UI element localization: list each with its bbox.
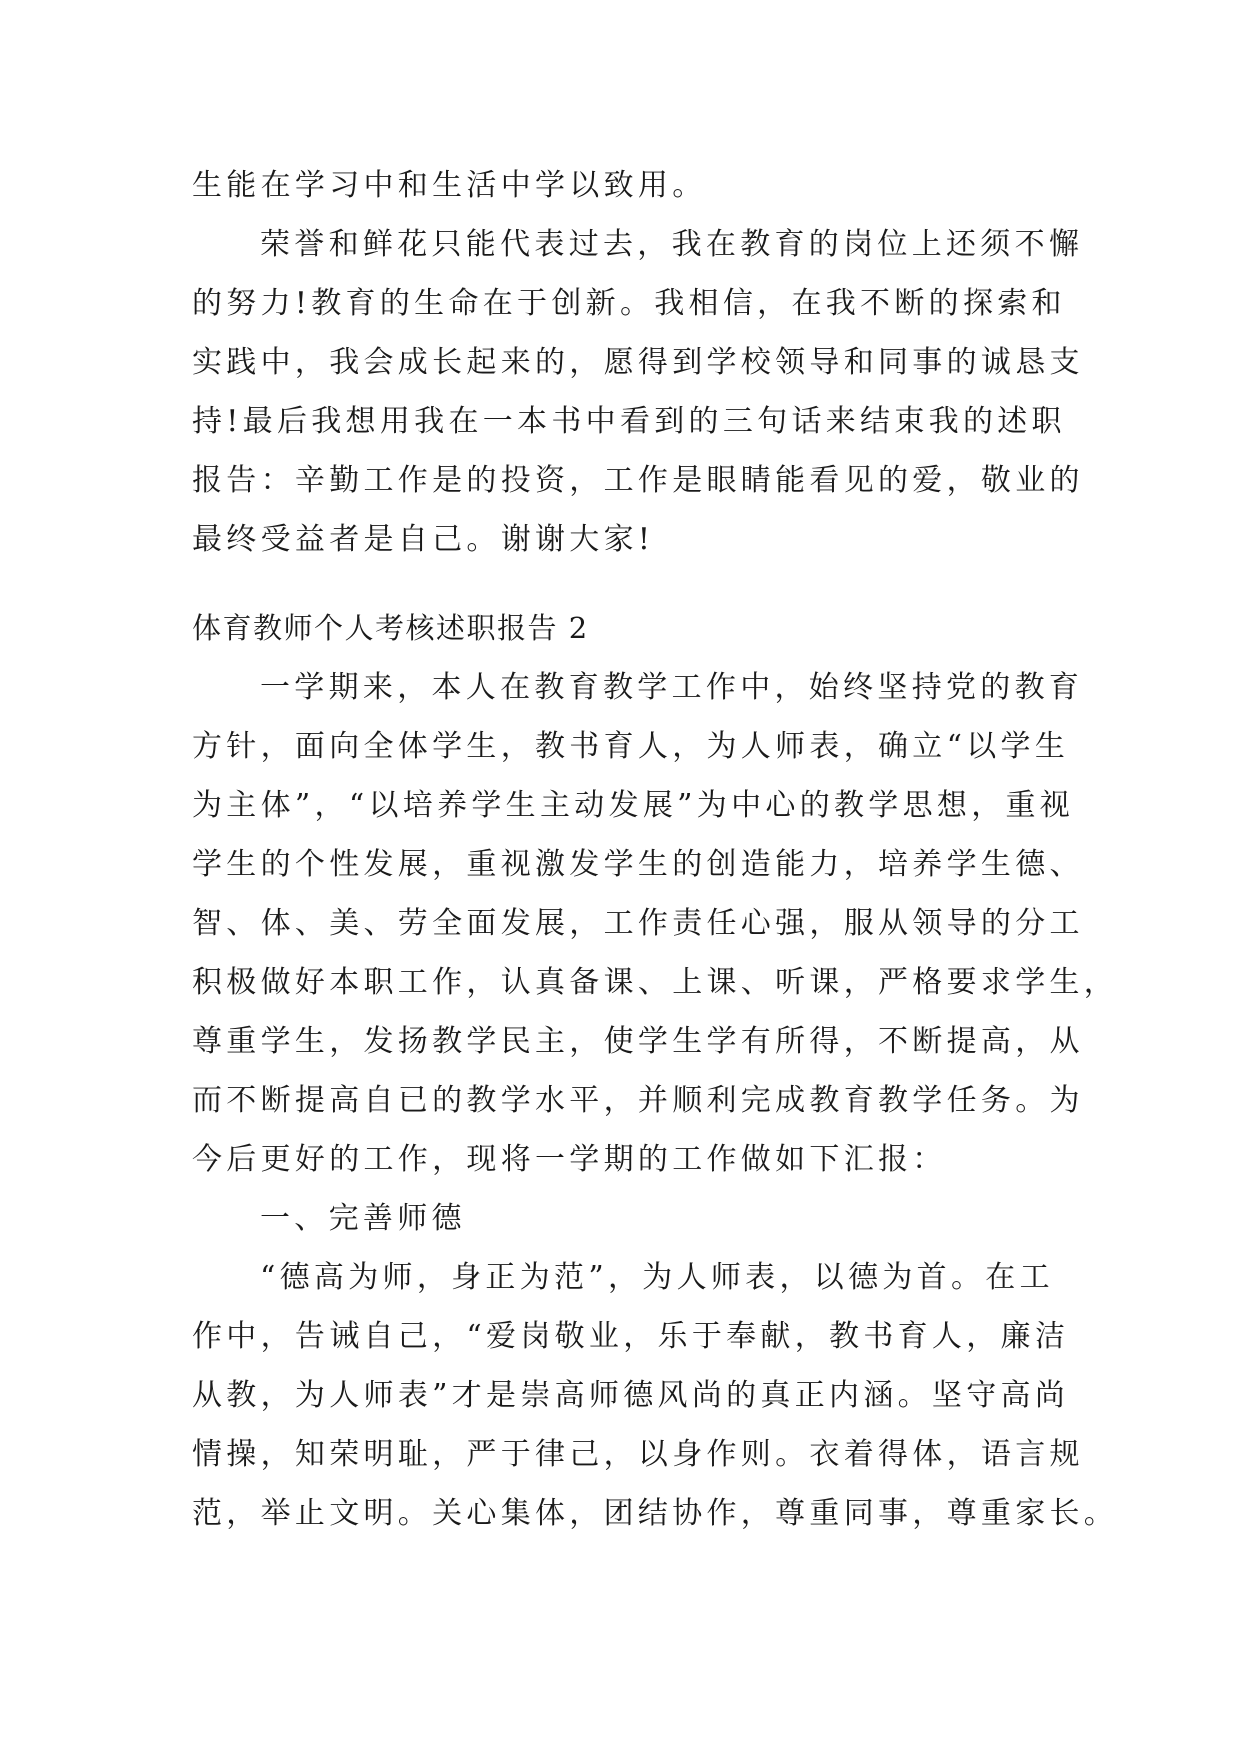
text-line: 智、体、美、劳全面发展，工作责任心强，服从领导的分工 — [192, 906, 1084, 941]
text-line: 尊重学生，发扬教学民主，使学生学有所得，不断提高，从 — [192, 1024, 1084, 1059]
text-line: 作中，告诫自己，“爱岗敬业，乐于奉献，教书育人，廉洁 — [192, 1319, 1070, 1354]
text-line: 荣誉和鲜花只能代表过去，我在教育的岗位上还须不懈 — [260, 227, 1084, 262]
section-heading: 一、完善师德 — [260, 1201, 466, 1236]
text-line: 实践中，我会成长起来的，愿得到学校领导和同事的诚恳支 — [192, 345, 1084, 380]
text-line: 积极做好本职工作，认真备课、上课、听课，严格要求学生， — [192, 965, 1119, 1000]
text-line: 而不断提高自已的教学水平，并顺利完成教育教学任务。为 — [192, 1083, 1084, 1118]
text-line: 情操，知荣明耻，严于律己，以身作则。衣着得体，语言规 — [192, 1437, 1084, 1472]
text-line: 最终受益者是自己。谢谢大家! — [192, 522, 655, 557]
text-line: 报告：辛勤工作是的投资，工作是眼睛能看见的爱，敬业的 — [192, 463, 1084, 498]
text-line: 范，举止文明。关心集体，团结协作，尊重同事，尊重家长。 — [192, 1496, 1119, 1531]
report-title: 体育教师个人考核述职报告 2 — [192, 611, 589, 645]
text-line: 为主体”，“以培养学生主动发展”为中心的教学思想，重视 — [192, 788, 1075, 823]
text-line: 生能在学习中和生活中学以致用。 — [192, 168, 707, 203]
text-line: 方针，面向全体学生，教书育人，为人师表，确立“以学生 — [192, 729, 1070, 764]
paragraph-closing — [192, 156, 1084, 569]
text-line: 今后更好的工作，现将一学期的工作做如下汇报： — [192, 1142, 947, 1177]
text-line: 的努力!教育的生命在于创新。我相信，在我不断的探索和 — [192, 286, 1066, 321]
text-line: 从教，为人师表”才是崇高师德风尚的真正内涵。坚守高尚 — [192, 1378, 1070, 1413]
text-line: 持!最后我想用我在一本书中看到的三句话来结束我的述职 — [192, 404, 1066, 439]
text-line: 学生的个性发展，重视激发学生的创造能力，培养学生德、 — [192, 847, 1084, 882]
text-line: “德高为师，身正为范”，为人师表，以德为首。在工 — [260, 1260, 1054, 1295]
paragraph-body — [192, 658, 1119, 1543]
text-line: 一学期来，本人在教育教学工作中，始终坚持党的教育 — [260, 670, 1084, 705]
